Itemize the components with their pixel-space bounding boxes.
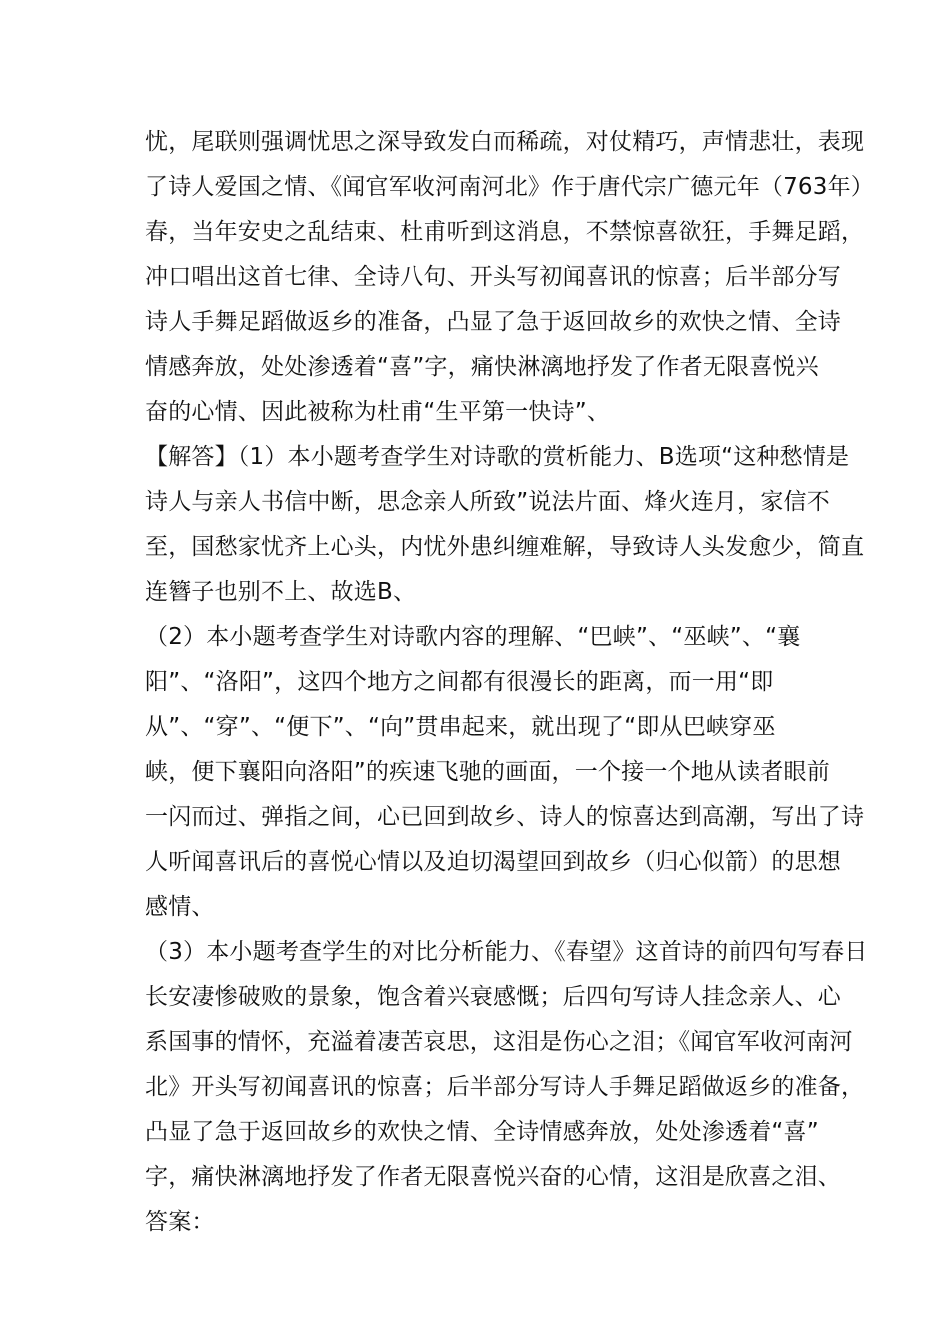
- text-line: 冲口唱出这首七律、全诗八句、开头写初闻喜讯的惊喜；后半部分写: [145, 264, 841, 290]
- text-line: 连簪子也别不上、故选B、: [145, 579, 417, 605]
- text-line: 诗人手舞足蹈做返乡的准备，凸显了急于返回故乡的欢快之情、全诗: [145, 309, 841, 335]
- text-line: 阳”、“洛阳”，这四个地方之间都有很漫长的距离，而一用“即: [145, 669, 774, 695]
- text-line: 了诗人爱国之情、《闻官军收河南河北》作于唐代宗广德元年（763年）: [145, 174, 874, 200]
- text-line: 情感奔放，处处渗透着“喜”字，痛快淋漓地抒发了作者无限喜悦兴: [145, 354, 819, 380]
- text-line: 至，国愁家忧齐上心头，内忧外患纠缠难解，导致诗人头发愈少，简直: [145, 534, 865, 560]
- text-line: 春，当年安史之乱结束、杜甫听到这消息，不禁惊喜欲狂，手舞足蹈，: [145, 219, 865, 245]
- question-3-line: （3）本小题考查学生的对比分析能力、《春望》这首诗的前四句写春日: [145, 939, 868, 965]
- text-line: 峡，便下襄阳向洛阳”的疾速飞驰的画面，一个接一个地从读者眼前: [145, 759, 830, 785]
- text-line: 系国事的情怀，充溢着凄苦哀思，这泪是伤心之泪；《闻官军收河南河: [145, 1029, 853, 1055]
- question-2-line: （2）本小题考查学生对诗歌内容的理解、“巴峡”、“巫峡”、“襄: [145, 624, 801, 650]
- solution-heading-line: 【解答】（1）本小题考查学生对诗歌的赏析能力、B选项“这种愁情是: [145, 444, 850, 470]
- text-line: 长安凄惨破败的景象，饱含着兴衰感慨；后四句写诗人挂念亲人、心: [145, 984, 841, 1010]
- text-line: 感情、: [145, 894, 215, 920]
- text-line: 字，痛快淋漓地抒发了作者无限喜悦兴奋的心情，这泪是欣喜之泪、: [145, 1164, 841, 1190]
- text-line: 人听闻喜讯后的喜悦心情以及迫切渴望回到故乡（归心似箭）的思想: [145, 849, 841, 875]
- text-line: 凸显了急于返回故乡的欢快之情、全诗情感奔放，处处渗透着“喜”: [145, 1119, 819, 1145]
- text-line: 从”、“穿”、“便下”、“向”贯串起来，就出现了“即从巴峡穿巫: [145, 714, 776, 740]
- answer-label-line: 答案：: [145, 1209, 215, 1235]
- text-line: 奋的心情、因此被称为杜甫“生平第一快诗”、: [145, 399, 611, 425]
- text-line: 一闪而过、弹指之间，心已回到故乡、诗人的惊喜达到高潮，写出了诗: [145, 804, 865, 830]
- text-line: 北》开头写初闻喜讯的惊喜；后半部分写诗人手舞足蹈做返乡的准备，: [145, 1074, 865, 1100]
- text-line: 诗人与亲人书信中断，思念亲人所致”说法片面、烽火连月，家信不: [145, 489, 830, 515]
- answer-text-block: [145, 120, 874, 1245]
- text-line: 忧，尾联则强调忧思之深导致发白而稀疏，对仗精巧，声情悲壮，表现: [145, 129, 865, 155]
